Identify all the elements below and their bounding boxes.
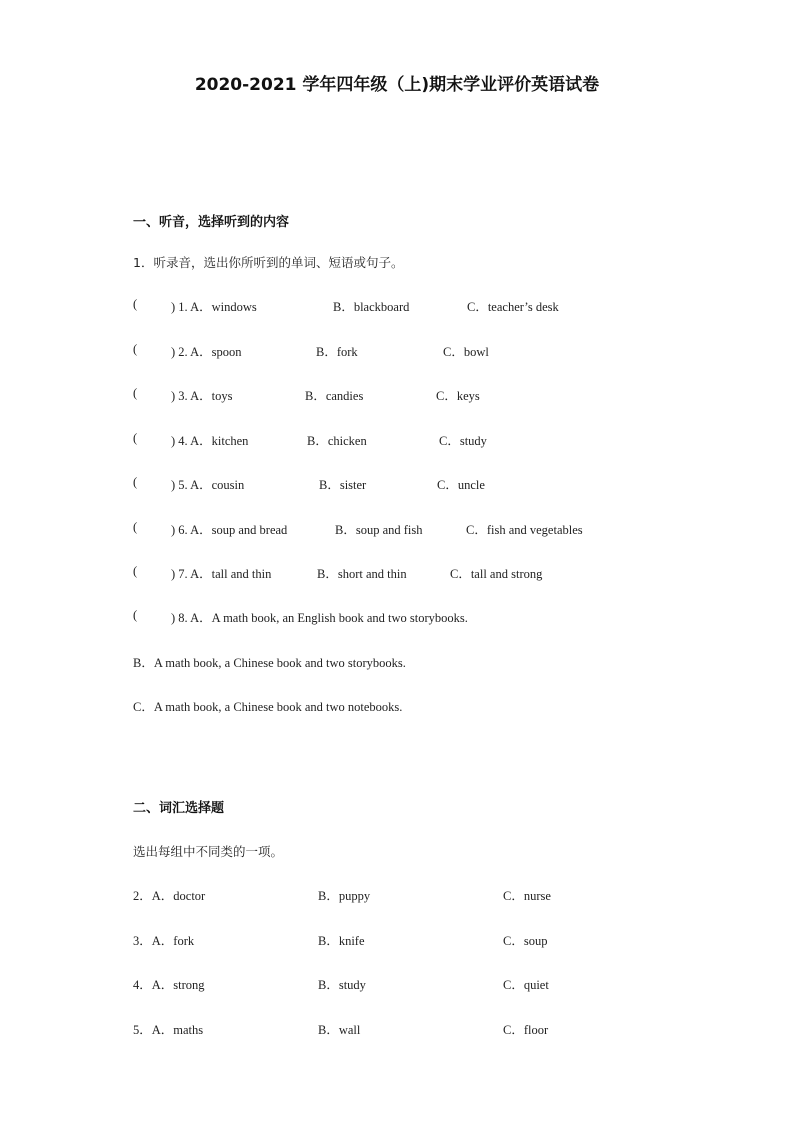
answer-paren-open: (	[133, 297, 138, 311]
option-c: C．nurse	[503, 889, 551, 903]
option-a: ) 2. A．spoon	[171, 345, 242, 359]
answer-paren-open: (	[133, 475, 138, 489]
item8-option-b: B．A math book, a Chinese book and two storybooks.	[133, 656, 406, 670]
answer-paren-open: (	[133, 608, 138, 622]
option-b: B．soup and fish	[335, 523, 423, 537]
option-b: B．fork	[316, 345, 358, 359]
item8-option-c: C．A math book, a Chinese book and two notebooks.	[133, 700, 403, 714]
section2-heading: 二、词汇选择题	[133, 801, 225, 816]
option-a: 4．A．strong	[133, 978, 205, 992]
option-a: 5．A．maths	[133, 1023, 204, 1037]
option-a: ) 3. A．toys	[171, 389, 233, 403]
option-a: ) 7. A．tall and thin	[171, 567, 272, 581]
option-c: C．soup	[503, 934, 548, 948]
option-c: C．tall and strong	[450, 567, 543, 581]
answer-paren-open: (	[133, 564, 138, 578]
section2-instruction: 选出每组中不同类的一项。	[133, 844, 284, 859]
option-c: C．bowl	[443, 345, 489, 359]
answer-paren-open: (	[133, 431, 138, 445]
option-a: ) 4. A．kitchen	[171, 434, 249, 448]
page-title: 2020-2021 学年四年级（上)期末学业评价英语试卷	[194, 75, 600, 95]
option-b: B．blackboard	[333, 300, 410, 314]
section1-instruction: 1．听录音，选出你所听到的单词、短语或句子。	[133, 255, 404, 270]
option-c: C．teacher’s desk	[467, 300, 559, 314]
option-b: B．puppy	[318, 889, 371, 903]
option-c: C．floor	[503, 1023, 549, 1037]
option-b: B．chicken	[307, 434, 367, 448]
option-a: 2．A．doctor	[133, 889, 206, 903]
option-c: C．keys	[436, 389, 480, 403]
option-c: C．fish and vegetables	[466, 523, 583, 537]
option-c: C．uncle	[437, 478, 485, 492]
option-a: ) 8. A．A math book, an English book and two storybooks.	[171, 611, 468, 625]
option-a: ) 5. A．cousin	[171, 478, 245, 492]
answer-paren-open: (	[133, 386, 138, 400]
option-c: C．study	[439, 434, 487, 448]
option-b: B．candies	[305, 389, 364, 403]
option-b: B．knife	[318, 934, 365, 948]
option-b: B．study	[318, 978, 366, 992]
option-c: C．quiet	[503, 978, 549, 992]
answer-paren-open: (	[133, 342, 138, 356]
option-a: ) 6. A．soup and bread	[171, 523, 288, 537]
option-a: ) 1. A．windows	[171, 300, 257, 314]
answer-paren-open: (	[133, 520, 138, 534]
option-b: B．short and thin	[317, 567, 407, 581]
option-a: 3．A．fork	[133, 934, 195, 948]
option-b: B．sister	[319, 478, 367, 492]
section1-heading: 一、听音，选择听到的内容	[133, 215, 290, 230]
option-b: B．wall	[318, 1023, 361, 1037]
